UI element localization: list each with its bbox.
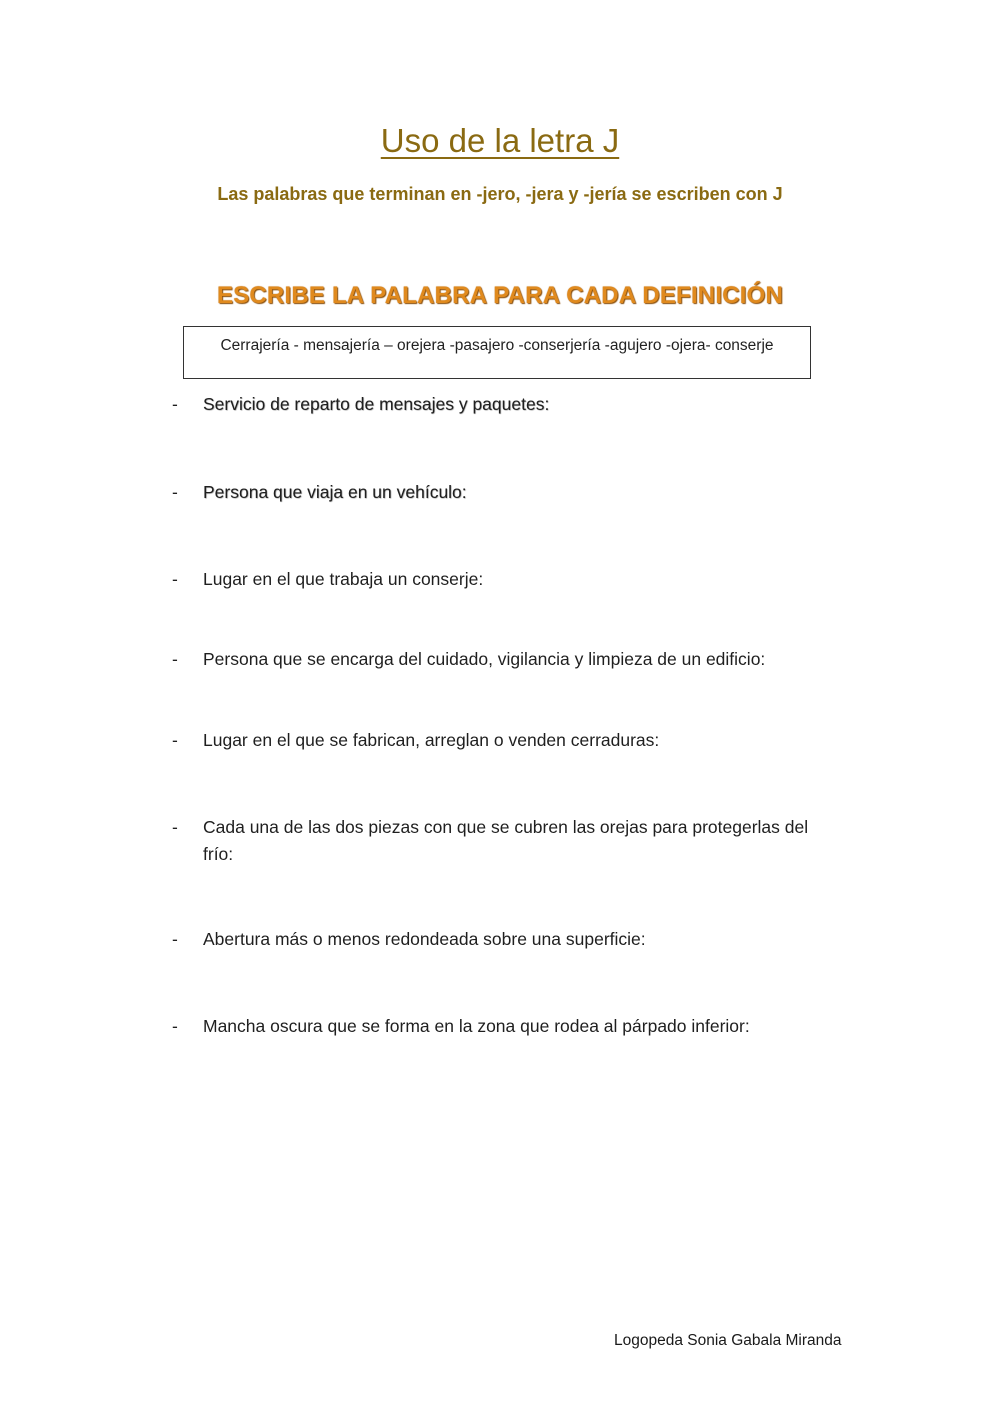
bullet-dash: -	[172, 649, 178, 669]
definition-text: Lugar en el que trabaja un conserje:	[203, 569, 484, 589]
bullet-dash: -	[172, 482, 178, 502]
bullet-dash: -	[172, 817, 178, 837]
bullet-dash: -	[172, 929, 178, 949]
definition-text: Abertura más o menos redondeada sobre una superficie:	[203, 929, 646, 949]
page-subtitle: Las palabras que terminan en -jero, -jera y -jería se escriben con J	[217, 184, 783, 204]
definition-text: Mancha oscura que se forma en la zona que rodea al párpado inferior:	[203, 1016, 750, 1036]
definition-item-3	[172, 566, 832, 593]
definition-text: Cada una de las dos piezas con que se cubren las orejas para protegerlas del frío:	[203, 817, 809, 864]
bullet-dash: -	[172, 1016, 178, 1036]
author-footer: Logopeda Sonia Gabala Miranda	[614, 1332, 842, 1349]
definition-item-7	[172, 926, 832, 953]
definition-item-4	[172, 646, 832, 673]
definition-item-5	[172, 727, 832, 754]
definition-text: Lugar en el que se fabrican, arreglan o venden cerraduras:	[203, 730, 660, 750]
page-title: Uso de la letra J	[380, 122, 620, 159]
bullet-dash: -	[172, 730, 178, 750]
definition-item-6	[172, 814, 832, 868]
definition-text: Servicio de reparto de mensajes y paquetes:	[203, 394, 550, 414]
bullet-dash: -	[172, 569, 178, 589]
word-bank-text: Cerrajería - mensajería – orejera -pasajero -conserjería -agujero -ojera- conserje	[220, 337, 774, 354]
exercise-heading: ESCRIBE LA PALABRA PARA CADA DEFINICIÓN	[216, 282, 784, 309]
definition-text: Persona que se encarga del cuidado, vigilancia y limpieza de un edificio:	[203, 649, 766, 669]
definition-item-2	[172, 479, 832, 506]
definition-text: Persona que viaja en un vehículo:	[203, 482, 467, 502]
definition-item-1	[172, 391, 832, 418]
bullet-dash: -	[172, 394, 178, 414]
definition-item-8	[172, 1013, 832, 1040]
word-bank-box	[183, 326, 811, 379]
